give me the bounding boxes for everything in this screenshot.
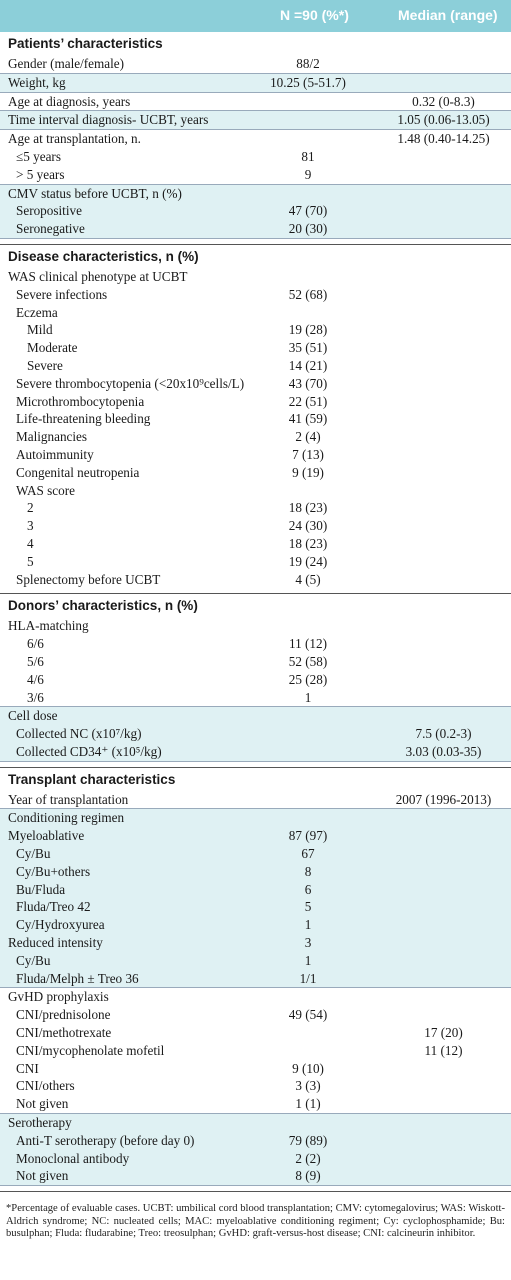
- row-label: CNI/others: [16, 1078, 75, 1094]
- table-row: [0, 617, 511, 635]
- row-label: > 5 years: [16, 166, 65, 182]
- table-row: [0, 286, 511, 304]
- table-row: [0, 535, 511, 553]
- table-row: [0, 934, 511, 952]
- row-label: Moderate: [27, 340, 78, 356]
- row-label: Collected NC (x10⁷/kg): [16, 726, 142, 742]
- n-value: 1: [304, 917, 312, 933]
- row-label: WAS score: [16, 482, 75, 498]
- table-row: [0, 148, 511, 166]
- table-row: [0, 671, 511, 689]
- n-value: 2 (4): [295, 429, 321, 445]
- section-title-text: Patients’ characteristics: [8, 36, 163, 51]
- n-value: 18 (23): [288, 535, 328, 551]
- row-group: [0, 617, 511, 706]
- n-value: 19 (28): [288, 322, 328, 338]
- table-row: [0, 845, 511, 863]
- row-label: Monoclonal antibody: [16, 1150, 130, 1166]
- section-title: [0, 768, 511, 791]
- table-body: [0, 32, 511, 1192]
- table-row: [0, 1095, 511, 1113]
- row-label: 4/6: [27, 671, 44, 687]
- n-value: 47 (70): [288, 203, 328, 219]
- row-label: Conditioning regimen: [8, 810, 125, 826]
- n-value: 81: [301, 148, 315, 164]
- row-label: 3: [27, 518, 34, 534]
- n-value: 24 (30): [288, 518, 328, 534]
- row-label: Age at transplantation, n.: [8, 131, 141, 147]
- row-label: GvHD prophylaxis: [8, 989, 109, 1005]
- table-row: [0, 970, 511, 988]
- table-row: [0, 898, 511, 916]
- n-value: 14 (21): [288, 357, 328, 373]
- n-value: 7 (13): [292, 446, 324, 462]
- median-value: 1.48 (0.40-14.25): [397, 131, 490, 147]
- row-label: Age at diagnosis, years: [8, 93, 131, 109]
- n-value: 8: [304, 863, 312, 879]
- row-group: [0, 130, 511, 183]
- section-title-text: Transplant characteristics: [8, 771, 176, 787]
- table-row: [0, 1006, 511, 1024]
- row-label: Severe: [27, 357, 63, 373]
- row-label: Eczema: [16, 304, 58, 320]
- table-row: [0, 166, 511, 184]
- row-label: Mild: [27, 322, 53, 338]
- n-value: 1: [304, 689, 312, 705]
- table-row: [0, 428, 511, 446]
- row-group: [0, 988, 511, 1113]
- table-row: [0, 553, 511, 571]
- table-row: [0, 863, 511, 881]
- table-row: [0, 1042, 511, 1060]
- median-value: 0.32 (0-8.3): [412, 93, 475, 109]
- row-label: 3/6: [27, 689, 44, 705]
- n-value: 87 (97): [288, 828, 328, 844]
- table-row: [0, 55, 511, 73]
- row-label: Cell dose: [8, 708, 58, 724]
- table-row: [0, 1077, 511, 1095]
- row-label: Congenital neutropenia: [16, 464, 140, 480]
- table-row: [0, 791, 511, 809]
- section-title-text: Disease characteristics, n (%): [8, 248, 199, 264]
- row-label: Serotherapy: [8, 1115, 72, 1131]
- n-value: 52 (58): [288, 653, 328, 669]
- n-value: 1/1: [299, 970, 317, 986]
- table-row: [0, 653, 511, 671]
- row-group: [0, 184, 511, 239]
- n-value: 11 (12): [289, 636, 327, 652]
- row-label: Fluda/Treo 42: [16, 899, 91, 915]
- row-label: ≤5 years: [16, 148, 61, 164]
- n-value: 88/2: [296, 56, 320, 71]
- row-group: [0, 1113, 511, 1186]
- row-label: CMV status before UCBT, n (%): [8, 185, 182, 201]
- row-label: CNI/methotrexate: [16, 1025, 112, 1041]
- row-label: Reduced intensity: [8, 935, 103, 951]
- row-label: Year of transplantation: [8, 791, 129, 807]
- section-title: [0, 245, 511, 268]
- table-row: [0, 689, 511, 707]
- table-row: [0, 635, 511, 653]
- row-label: Time interval diagnosis- UCBT, years: [8, 112, 209, 128]
- n-value: 3 (3): [295, 1078, 321, 1094]
- n-value: 9 (19): [292, 464, 324, 480]
- n-value: 19 (24): [288, 553, 328, 569]
- row-group: [0, 808, 511, 988]
- table-row: [0, 202, 511, 220]
- row-label: Gender (male/female): [8, 56, 125, 71]
- table-row: [0, 74, 511, 92]
- row-label: Splenectomy before UCBT: [16, 571, 161, 587]
- footnote: *Percentage of evaluable cases. UCBT: umbilical cord blood transplantation; CMV: cytomegalovirus; WAS: Wiskott-Aldrich syndrome; NC: nucleated cells; MAC: myeloablative conditioning regiment; Cy: cyclophosphamide; Bu: busulphan; Fluda: fludarabine; Treo: treosulphan; GvHD: graft-versus-host disease; CNI: calcineurin inhibitor.: [6, 1203, 505, 1239]
- row-label: Cy/Bu: [16, 846, 51, 862]
- table-bottom-rule: [0, 1191, 511, 1192]
- row-label: Life-threatening bleeding: [16, 411, 151, 427]
- table-row: [0, 1024, 511, 1042]
- row-label: Seronegative: [16, 221, 85, 237]
- table-row: [0, 952, 511, 970]
- n-value: 52 (68): [288, 286, 328, 302]
- table-row: [0, 482, 511, 500]
- table-row: [0, 1060, 511, 1078]
- row-label: Cy/Bu: [16, 952, 51, 968]
- table-row: [0, 827, 511, 845]
- median-value: 11 (12): [424, 1042, 463, 1058]
- n-value: 43 (70): [288, 375, 328, 391]
- table-row: [0, 111, 511, 129]
- table-row: [0, 93, 511, 111]
- row-label: 6/6: [27, 636, 44, 652]
- table-row: [0, 809, 511, 827]
- row-label: Fluda/Melph ± Treo 36: [16, 970, 139, 986]
- row-label: Not given: [16, 1168, 69, 1184]
- header-median-column: Median (range): [398, 7, 498, 23]
- row-label: Collected CD34⁺ (x10⁵/kg): [16, 743, 162, 759]
- table-row: [0, 743, 511, 761]
- n-value: 22 (51): [288, 393, 328, 409]
- median-value: 2007 (1996-2013): [395, 791, 492, 807]
- row-group: [0, 55, 511, 73]
- n-value: 9 (10): [292, 1060, 324, 1076]
- median-value: 7.5 (0.2-3): [415, 726, 472, 742]
- row-label: Not given: [16, 1096, 69, 1112]
- table-row: [0, 220, 511, 238]
- table-row: [0, 1150, 511, 1168]
- table-row: [0, 410, 511, 428]
- n-value: 4 (5): [295, 571, 321, 587]
- row-group: [0, 110, 511, 130]
- row-label: Cy/Hydroxyurea: [16, 917, 105, 933]
- row-label: Bu/Fluda: [16, 881, 66, 897]
- row-group: [0, 791, 511, 809]
- row-group: [0, 706, 511, 761]
- table-row: [0, 130, 511, 148]
- row-label: HLA-matching: [8, 618, 89, 634]
- row-label: CNI/mycophenolate mofetil: [16, 1042, 165, 1058]
- row-label: CNI/prednisolone: [16, 1007, 111, 1023]
- median-value: 3.03 (0.03-35): [405, 743, 482, 759]
- row-label: CNI: [16, 1060, 39, 1076]
- header-n-column: N =90 (%*): [280, 7, 349, 23]
- n-value: 79 (89): [288, 1132, 328, 1148]
- table-row: [0, 499, 511, 517]
- n-value: 1 (1): [295, 1096, 321, 1112]
- row-label: Malignancies: [16, 429, 88, 445]
- row-label: 4: [27, 535, 34, 551]
- row-label: WAS clinical phenotype at UCBT: [8, 268, 188, 284]
- n-value: 20 (30): [288, 221, 328, 237]
- row-label: Cy/Bu+others: [16, 863, 91, 879]
- n-value: 18 (23): [288, 500, 328, 516]
- table-row: [0, 916, 511, 934]
- median-value: 1.05 (0.06-13.05): [397, 112, 490, 128]
- row-label: 2: [27, 500, 34, 516]
- row-group: [0, 268, 511, 588]
- table-row: [0, 185, 511, 203]
- n-value: 1: [304, 952, 312, 968]
- row-label: Autoimmunity: [16, 446, 94, 462]
- table-row: [0, 571, 511, 589]
- n-value: 8 (9): [295, 1168, 321, 1184]
- row-label: 5/6: [27, 653, 44, 669]
- row-label: Severe infections: [16, 286, 108, 302]
- table-row: [0, 464, 511, 482]
- table-row: [0, 321, 511, 339]
- table-row: [0, 988, 511, 1006]
- section-title: [0, 32, 511, 55]
- n-value: 9: [304, 166, 312, 182]
- n-value: 35 (51): [288, 340, 328, 356]
- table-row: [0, 1132, 511, 1150]
- n-value: 10.25 (5-51.7): [270, 74, 346, 90]
- row-label: Severe thrombocytopenia (<20x10⁹cells/L): [16, 375, 245, 391]
- table-row: [0, 707, 511, 725]
- n-value: 2 (2): [295, 1150, 321, 1166]
- table-row: [0, 1114, 511, 1132]
- table-row: [0, 881, 511, 899]
- n-value: 5: [304, 899, 312, 915]
- median-value: 17 (20): [424, 1025, 463, 1041]
- table-row: [0, 1167, 511, 1185]
- n-value: 25 (28): [288, 671, 328, 687]
- n-value: 67: [301, 846, 315, 862]
- row-label: Myeloablative: [8, 828, 85, 844]
- section-title: [0, 594, 511, 617]
- section-title-text: Donors’ characteristics, n (%): [8, 598, 198, 614]
- row-label: Seropositive: [16, 203, 82, 219]
- table-row: [0, 375, 511, 393]
- row-group: [0, 73, 511, 93]
- table-row: [0, 339, 511, 357]
- row-label: Microthrombocytopenia: [16, 393, 145, 409]
- table-header: [0, 0, 511, 32]
- row-label: Anti-T serotherapy (before day 0): [16, 1132, 195, 1148]
- n-value: 41 (59): [288, 411, 328, 427]
- row-label: Weight, kg: [8, 74, 66, 90]
- row-label: 5: [27, 553, 34, 569]
- table-row: [0, 725, 511, 743]
- table-row: [0, 446, 511, 464]
- n-value: 3: [304, 935, 312, 951]
- table-row: [0, 393, 511, 411]
- n-value: 49 (54): [288, 1007, 328, 1023]
- table-row: [0, 304, 511, 322]
- n-value: 6: [304, 881, 312, 897]
- row-group: [0, 93, 511, 111]
- table-row: [0, 517, 511, 535]
- table-row: [0, 268, 511, 286]
- table-row: [0, 357, 511, 375]
